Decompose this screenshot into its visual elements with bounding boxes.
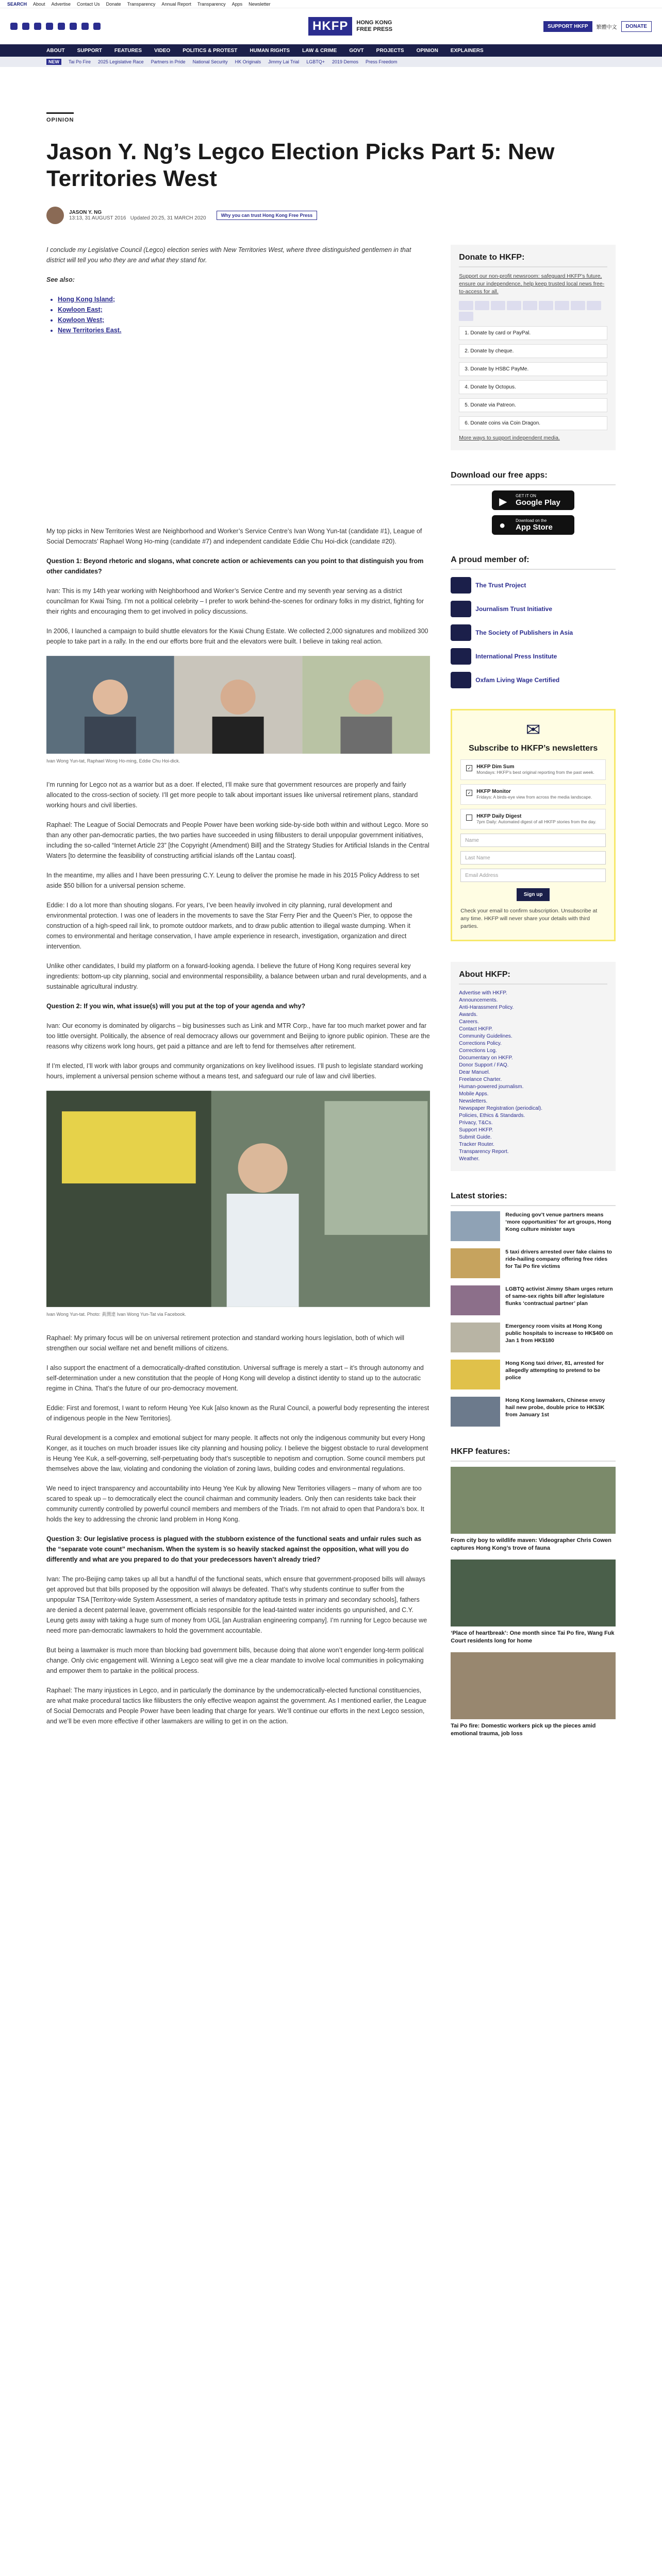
instagram-icon[interactable] <box>34 23 41 30</box>
option-title: HKFP Dim Sum <box>476 764 515 770</box>
see-also-link[interactable]: • New Territories East. <box>58 325 430 335</box>
trending-item[interactable]: Press Freedom <box>365 59 398 64</box>
paragraph: My top picks in New Territories West are Neighborhood and Worker’s Service Centre’s Ivan Wong Yun-tat (candidate #1), League of Social Democrats’ Raphael Wong Ho-ming (candidate #7) and independent candidate Eddie Chu Hoi-dick (candidate #20). <box>46 528 422 545</box>
nav-item[interactable]: ABOUT <box>46 47 65 54</box>
members-title: A proud member of: <box>451 555 616 570</box>
nav-item[interactable]: SUPPORT <box>77 47 102 54</box>
checkbox[interactable] <box>466 815 472 821</box>
about-list <box>459 990 607 1163</box>
story-thumbnail <box>451 1248 500 1278</box>
newsletter-box <box>451 709 616 941</box>
story-title: Hong Kong taxi driver, 81, arrested for allegedly attempting to pretend to be police <box>505 1360 604 1381</box>
photo-caption: Ivan Wong Yun-tat, Raphael Wong Ho-ming, Eddie Chu Hoi-dick. <box>46 758 180 764</box>
see-also-link[interactable]: • Hong Kong Island; <box>58 294 430 304</box>
email-input[interactable]: Email Address <box>460 869 606 882</box>
play-icon: ▶ <box>499 496 507 507</box>
checkbox[interactable]: ✓ <box>466 765 472 771</box>
option-desc: Fridays: A birds-eye view from across the media landscape. <box>476 794 592 800</box>
newsletter-option[interactable] <box>460 809 606 829</box>
about-box <box>451 962 616 1171</box>
paragraph: But being a lawmaker is much more than blocking bad government bills, because doing that alone won’t engender long-term political change. Only civic engagement will. Winning a Legco seat will give me a clear mandate to involve local communities in policymaking and empower them to partake in the political process. <box>46 1647 424 1674</box>
story-title: LGBTQ activist Jimmy Sham urges return of same-sex rights bill after legislature flunks ‘contractual partner’ plan <box>505 1286 613 1307</box>
feature-title: Tai Po fire: Domestic workers pick up the pieces amid emotional trauma, job loss <box>451 1723 596 1737</box>
donate-box <box>451 245 616 450</box>
about-link[interactable]: Announcements. <box>459 997 498 1003</box>
author-name[interactable]: JASON Y. NG <box>69 210 102 215</box>
member-name: Oxfam Living Wage Certified <box>475 676 560 684</box>
updated-date: Updated 20:25, 31 MARCH 2020 <box>130 215 206 221</box>
nav-item[interactable]: EXPLAINERS <box>450 47 484 54</box>
nav-item[interactable]: POLITICS & PROTEST <box>183 47 238 54</box>
feature-story[interactable] <box>451 1652 616 1738</box>
story-thumbnail <box>451 1323 500 1352</box>
nav-item[interactable]: LAW & CRIME <box>302 47 337 54</box>
search-link[interactable]: SEARCH <box>7 1 27 7</box>
donate-title: Donate to HKFP: <box>459 253 607 267</box>
paragraph: Eddie: First and foremost, I want to reform Heung Yee Kuk [also known as the Rural Council, a powerful body representing the interest of indigenous people in the New Territories]. <box>46 1404 429 1422</box>
payme-icon <box>571 301 585 310</box>
nav-item[interactable]: HUMAN RIGHTS <box>250 47 290 54</box>
about-link[interactable]: Freelance Charter. <box>459 1077 502 1082</box>
question-heading: Question 1: Beyond rhetoric and slogans, what concrete action or achievements can you point to that distinguish you from other candidates? <box>46 557 424 575</box>
store-line: Download on the <box>516 518 547 523</box>
latest-story[interactable] <box>451 1323 616 1352</box>
trust-project-icon <box>451 577 471 594</box>
top-link[interactable]: Advertise <box>51 1 71 7</box>
see-also-link[interactable]: • Kowloon East; <box>58 304 430 315</box>
sidebar <box>451 245 616 1745</box>
trending-item[interactable]: HK Originals <box>235 59 261 64</box>
story-thumbnail <box>451 1397 500 1427</box>
trending-item[interactable]: 2019 Demos <box>332 59 358 64</box>
option-desc: 7pm Daily: Automated digest of all HKFP stories from the day. <box>476 819 597 824</box>
donate-option[interactable]: 5. Donate via Patreon. <box>459 398 607 412</box>
trending-item[interactable]: Tai Po Fire <box>69 59 91 64</box>
first-name-input[interactable]: Name <box>460 834 606 847</box>
site-logo[interactable] <box>308 17 392 36</box>
main-nav <box>0 44 662 57</box>
member-logo[interactable] <box>451 672 616 688</box>
newsletter-option[interactable] <box>460 784 606 805</box>
paragraph: In 2006, I launched a campaign to build shuttle elevators for the Kwai Chung Estate. We collected 2,000 signatures and mobilized 300 people to take part in a rally. In the end our efforts bore fruit and the elevators were built. I believe in taking real action. <box>46 628 428 645</box>
store-name: Google Play <box>516 498 560 507</box>
see-also-heading: See also: <box>46 276 75 283</box>
nav-item[interactable]: VIDEO <box>154 47 171 54</box>
about-link[interactable]: Weather. <box>459 1156 480 1162</box>
latest-story[interactable] <box>451 1397 616 1427</box>
nav-item[interactable]: GOVT <box>349 47 364 54</box>
story-thumbnail <box>451 1285 500 1315</box>
feature-image <box>451 1652 616 1719</box>
jcb-icon <box>539 301 553 310</box>
paragraph: Ivan: The pro-Beijing camp takes up all but a handful of the functional seats, which ensure that government-proposed bills will always get approved but that bills proposed by the opposition will always be defeated. That’s why students continue to suffer from the unpopular TSA [Territory-wide System Assessment, a series of mandatory aptitude tests in primary and secondary schools], fathers are denied a decent paternal leave, government officials responsible for the lead-tainted water incidents go unpunished, and C.Y. Leung gets away with taking a huge sum of money from UGL [an Australian engineering company]. I’m running for Legco because we need more pan-democratic lawmakers to hold the government accountable. <box>46 1575 427 1634</box>
sopa-icon <box>451 624 471 641</box>
twitter-icon[interactable] <box>10 23 18 30</box>
paragraph: Ivan: This is my 14th year working with Neighborhood and Worker’s Service Centre and my seventh year serving as a district councilman for Kwai Tsing. I’m not a political celebrity – I prefer to work behind-the-scenes for ordinary folks in my district, fighting for their rights and encouraging them to get involved in policy discussions. <box>46 587 424 615</box>
latest-story[interactable] <box>451 1211 616 1241</box>
paragraph: Eddie: I do a lot more than shouting slogans. For years, I’ve been heavily involved in city planning, rural development and environmental protection. I was one of leaders in the movements to save the Star Ferry Pier and the Queen’s Pier, to oppose the construction of a high-speed rail link, to promote outdoor markets, and to draw public attention to illegal waste dumping. When it comes to environmental and heritage conservation, I have ample experience in research, investigation, organization and direct intervention. <box>46 902 412 950</box>
feature-image <box>451 1560 616 1626</box>
feature-image <box>451 1467 616 1534</box>
octopus-icon <box>587 301 601 310</box>
top-link[interactable]: Contact Us <box>77 1 100 7</box>
top-link[interactable]: Transparency <box>127 1 156 7</box>
top-link[interactable]: Apps <box>231 1 243 7</box>
jti-icon <box>451 601 471 617</box>
nav-item[interactable]: OPINION <box>416 47 438 54</box>
ivan-photo <box>46 1091 430 1307</box>
about-link[interactable]: Contact HKFP. <box>459 1026 493 1032</box>
latest-section <box>451 1192 616 1427</box>
donate-button[interactable]: DONATE <box>621 21 652 32</box>
article-body <box>46 245 430 1745</box>
option-title: HKFP Monitor <box>476 789 511 794</box>
about-link[interactable]: Submit Guide. <box>459 1134 492 1140</box>
about-link[interactable]: Policies, Ethics & Standards. <box>459 1113 525 1118</box>
top-bar <box>0 0 662 8</box>
member-name: The Society of Publishers in Asia <box>475 629 573 636</box>
trending-item[interactable]: LGBTQ+ <box>306 59 325 64</box>
latest-story[interactable] <box>451 1360 616 1389</box>
story-title: Reducing gov’t venue partners means ‘more opportunities’ for art groups, Hong Kong culture minister says <box>505 1212 611 1232</box>
apps-title: Download our free apps: <box>451 471 616 485</box>
section-label[interactable]: OPINION <box>46 112 74 123</box>
story-thumbnail <box>451 1211 500 1241</box>
story-title: 5 taxi drivers arrested over fake claims to ride-hailing company offering free rides for Tai Po fire victims <box>505 1249 612 1269</box>
story-title: Hong Kong lawmakers, Chinese envoy hail new probe, double price to HK$3K from January 1st <box>505 1397 605 1418</box>
question-heading: Question 3: Our legislative process is plagued with the stubborn existence of the functional seats and unfair rules such as the “separate vote count” mechanism. When the system is so heavily stacked against the opposition, what will you do differently and what are you prepared to do that your predecessors haven’t already tried? <box>46 1535 422 1563</box>
facebook-icon[interactable] <box>22 23 29 30</box>
about-link[interactable]: Documentary on HKFP. <box>459 1055 513 1061</box>
logo-line-2: FREE PRESS <box>356 26 393 32</box>
store-line: GET IT ON <box>516 494 536 498</box>
question-heading: Question 2: If you win, what issue(s) will you put at the top of your agenda and why? <box>46 1003 306 1010</box>
paragraph: Raphael: The many injustices in Legco, and in particularly the dominance by the undemocratically-elected functional constituencies, are what make procedural tactics like filibusters the only effective weapon against the government. As I mentioned earlier, the League of Social Democrats and People Power have been leading that charge for years. We’ll continue our efforts in the next Legco session, and we’ll be even more effective if other lawmakers are willing to get in on the action. <box>46 1687 426 1725</box>
author-avatar <box>46 207 64 224</box>
about-link[interactable]: Dear Manuel. <box>459 1070 490 1075</box>
newsletter-note: Check your email to confirm subscription. Unsubscribe at any time. HKFP will never share your details with third parties. <box>460 908 598 929</box>
latest-title: Latest stories: <box>451 1192 616 1206</box>
social-links <box>10 23 101 30</box>
paragraph: If I’m elected, I’ll work with labor groups and community organizations on key livelihood issues. I’ll push to legislate standard working hours, implement a universal pension scheme without a means test, and safeguard our rule of law and civil liberties. <box>46 1062 423 1080</box>
latest-story[interactable] <box>451 1285 616 1315</box>
story-title: Emergency room visits at Hong Kong public hospitals to increase to HK$400 on Jan 1 from HK$180 <box>505 1323 613 1344</box>
paragraph: In the meantime, my allies and I have been pressuring C.Y. Leung to deliver the promise he made in his 2015 Policy Address to set aside $50 billion for a universal pension scheme. <box>46 872 420 889</box>
paragraph: I also support the enactment of a democratically-drafted constitution. Universal suffrage is merely a start – it’s through autonomy and self-determination under a new constitution that the people of Hong Kong will develop a distinct identity to stand up to the autocratic regime in China. That’s the future of our pro-democracy movement. <box>46 1364 424 1392</box>
about-link[interactable]: Donor Support / FAQ. <box>459 1062 509 1068</box>
youtube-icon[interactable] <box>58 23 65 30</box>
feature-story[interactable] <box>451 1560 616 1645</box>
trending-item[interactable]: Partners in Pride <box>151 59 186 64</box>
linkedin-icon[interactable] <box>70 23 77 30</box>
see-also-list <box>58 294 430 335</box>
threads-icon[interactable] <box>46 23 53 30</box>
trust-button[interactable]: Why you can trust Hong Kong Free Press <box>217 211 318 220</box>
nav-item[interactable]: PROJECTS <box>376 47 404 54</box>
features-section <box>451 1447 616 1738</box>
about-link[interactable]: Corrections Policy. <box>459 1041 502 1046</box>
member-name: The Trust Project <box>475 582 526 589</box>
apple-icon: ● <box>499 520 506 531</box>
language-link[interactable]: 繁體中文 <box>596 24 617 30</box>
logo-mark: HKFP <box>308 17 352 36</box>
top-link[interactable]: Donate <box>106 1 121 7</box>
paragraph: Ivan: Our economy is dominated by oligarchs – big businesses such as Link and MTR Corp., have far too much market power and far too little oversight. Politically, the absence of real democracy allows our government and Beijing to ignore public opinion. These are the reasons why citizens work long hours, get paid a pittance and are left to fend for themselves after retirement. <box>46 1022 430 1050</box>
checkbox[interactable]: ✓ <box>466 790 472 796</box>
story-thumbnail <box>451 1360 500 1389</box>
telegram-icon[interactable] <box>81 23 89 30</box>
member-logo[interactable] <box>451 601 616 617</box>
trending-bar <box>0 57 662 67</box>
top-link[interactable]: Newsletter <box>249 1 271 7</box>
paragraph: Raphael: The League of Social Democrats and People Power have been working side-by-side both within and without Legco. More so than any other pan-democratic parties, the two parties have succeeded in using filibusters to derail unpopular government initiatives, including the so-called “Internet Article 23” [the Copyright (Amendment) Bill] and the Strategy Studies for Artificial Islands in the Central Waters [to determine the feasibility of constructing artificial islands off the Lantau coast]. <box>46 821 429 859</box>
member-name: International Press Institute <box>475 653 557 660</box>
store-name: App Store <box>516 523 553 532</box>
member-logo[interactable] <box>451 648 616 665</box>
about-link[interactable]: Tracker Router. <box>459 1142 494 1147</box>
paypal-icon <box>459 301 473 310</box>
paragraph: We need to inject transparency and accountability into Heung Yee Kuk by allowing New Territories villagers – many of whom are too scared to speak up – to democratically elect the council chairman and community leaders. Only then can residents take back their community currently controlled by powerful council members and members of the Triads. I’m not afraid to open that Pandora’s box. It holds the key to addressing the chronic land problem in Hong Kong. <box>46 1485 424 1523</box>
app-store-button[interactable] <box>492 515 574 535</box>
about-link[interactable]: Anti-Harassment Policy. <box>459 1005 514 1010</box>
logo-text <box>356 20 392 33</box>
about-link[interactable]: Community Guidelines. <box>459 1033 512 1039</box>
article-header <box>0 67 662 224</box>
newsletter-title: Subscribe to HKFP’s newsletters <box>469 744 598 753</box>
payment-icons <box>459 301 607 321</box>
photo-caption: Ivan Wong Yun-tat. Photo: 黃潤達 Ivan Wong Yun-Tat via Facebook. <box>46 1312 186 1317</box>
new-badge: NEW <box>46 59 61 65</box>
member-logo[interactable] <box>451 624 616 641</box>
article-title: Jason Y. Ng’s Legco Election Picks Part 5: New Territories West <box>46 139 555 191</box>
last-name-input[interactable]: Last Name <box>460 851 606 865</box>
members-section <box>451 555 616 688</box>
trending-item[interactable]: National Security <box>192 59 228 64</box>
envelope-icon: ✉ <box>525 720 541 740</box>
about-link[interactable]: Privacy, T&Cs. <box>459 1120 493 1126</box>
paragraph: Rural development is a complex and emotional subject for many people. It affects not only the indigenous community but every Hong Konger, as it touches on much broader issues like city planning and housing policy. I believe the biggest obstacle to rural development is Heung Yee Kuk, a self-governing, self-perpetuating body that’s susceptible to nepotism and corruption. Some council members put themselves above the law, violating and condoning the violation of zoning laws, building codes and environmental regulations. <box>46 1434 428 1472</box>
top-link[interactable]: Annual Report <box>161 1 191 7</box>
candidates-photo <box>46 656 430 754</box>
about-link[interactable]: Corrections Log. <box>459 1048 497 1054</box>
feature-title: From city boy to wildlife maven: Videographer Chris Cowen captures Hong Kong’s trove of fauna <box>451 1537 611 1551</box>
donate-option[interactable]: 1. Donate by card or PayPal. <box>459 326 607 340</box>
nav-item[interactable]: FEATURES <box>114 47 142 54</box>
intro-paragraph: I conclude my Legislative Council (Legco) election series with New Territories West, where three distinguished gentlemen in that district will tell you who they are and what they stand for. <box>46 246 411 264</box>
trending-item[interactable]: Jimmy Lai Trial <box>268 59 300 64</box>
top-link[interactable]: Transparency <box>197 1 226 7</box>
mastercard-icon <box>491 301 505 310</box>
header-actions <box>543 21 652 32</box>
about-link[interactable]: Mobile Apps. <box>459 1091 489 1097</box>
apps-section <box>451 471 616 535</box>
visa-icon <box>475 301 489 310</box>
about-title: About HKFP: <box>459 970 607 985</box>
option-title: HKFP Daily Digest <box>476 814 522 819</box>
about-link[interactable]: Newspaper Registration (periodical). <box>459 1106 543 1111</box>
donate-more-link[interactable]: More ways to support independent media. <box>459 435 560 441</box>
about-link[interactable]: Human-powered journalism. <box>459 1084 524 1090</box>
member-logo[interactable] <box>451 577 616 594</box>
content-columns <box>0 245 662 1745</box>
donate-option[interactable]: 6. Donate coins via Coin Dragon. <box>459 416 607 430</box>
latest-story[interactable] <box>451 1248 616 1278</box>
about-link[interactable]: Transparency Report. <box>459 1149 509 1155</box>
diners-icon <box>555 301 569 310</box>
byline <box>46 207 616 224</box>
unionpay-icon <box>523 301 537 310</box>
about-link[interactable]: Careers. <box>459 1019 479 1025</box>
newsletter-option[interactable] <box>460 759 606 780</box>
paragraph: Unlike other candidates, I build my platform on a forward-looking agenda. I believe the future of Hong Kong requires several key ingredients: bottom-up city planning, social and environmental responsibility, a balance between urban and rural developments, and a sustainable agricultural industry. <box>46 962 427 990</box>
paragraph: Raphael: My primary focus will be on universal retirement protection and standard working hours legislation, both of which will strengthen our social welfare net and benefit millions of citizens. <box>46 1334 405 1352</box>
byline-text <box>69 210 206 221</box>
paragraph: I’m running for Legco not as a warrior but as a doer. If elected, I’ll make sure that government resources are properly and fairly allocated to the cross-section of society. I’ll get more people to talk about important issues like universal retirement plans, standard working hours and civil liberties. <box>46 781 418 809</box>
ipi-icon <box>451 648 471 665</box>
features-title: HKFP features: <box>451 1447 616 1462</box>
signup-button[interactable]: Sign up <box>517 888 550 901</box>
publish-meta <box>69 215 206 221</box>
about-link[interactable]: Awards. <box>459 1012 478 1018</box>
about-link[interactable]: Advertise with HKFP. <box>459 990 507 996</box>
logo-line-1: HONG KONG <box>356 20 392 26</box>
see-also-link[interactable]: • Kowloon West; <box>58 315 430 325</box>
feature-story[interactable] <box>451 1467 616 1552</box>
publish-date: 13:13, 31 AUGUST 2016 <box>69 215 126 221</box>
ad-space <box>46 351 430 526</box>
site-header <box>0 8 662 44</box>
oxfam-icon <box>451 672 471 688</box>
member-name: Journalism Trust Initiative <box>475 605 553 613</box>
top-link[interactable]: About <box>33 1 45 7</box>
about-link[interactable]: Newsletters. <box>459 1098 488 1104</box>
about-link[interactable]: Support HKFP. <box>459 1127 493 1133</box>
amex-icon <box>507 301 521 310</box>
donate-option[interactable]: 4. Donate by Octopus. <box>459 380 607 394</box>
option-desc: Mondays: HKFP’s best original reporting from the past week. <box>476 770 594 775</box>
trending-item[interactable]: 2025 Legislative Race <box>98 59 144 64</box>
donate-option[interactable]: 2. Donate by cheque. <box>459 344 607 358</box>
google-play-button[interactable] <box>492 490 574 510</box>
patreon-icon <box>459 312 473 321</box>
rss-icon[interactable] <box>93 23 101 30</box>
donate-option[interactable]: 3. Donate by HSBC PayMe. <box>459 362 607 376</box>
support-button[interactable]: SUPPORT HKFP <box>543 21 592 32</box>
feature-title: ‘Place of heartbreak’: One month since Tai Po fire, Wang Fuk Court residents long for home <box>451 1630 615 1644</box>
donate-text[interactable]: Support our non-profit newsroom: safeguard HKFP’s future, ensure our independence, help keep trusted local news free-to-access for all. <box>459 273 605 295</box>
